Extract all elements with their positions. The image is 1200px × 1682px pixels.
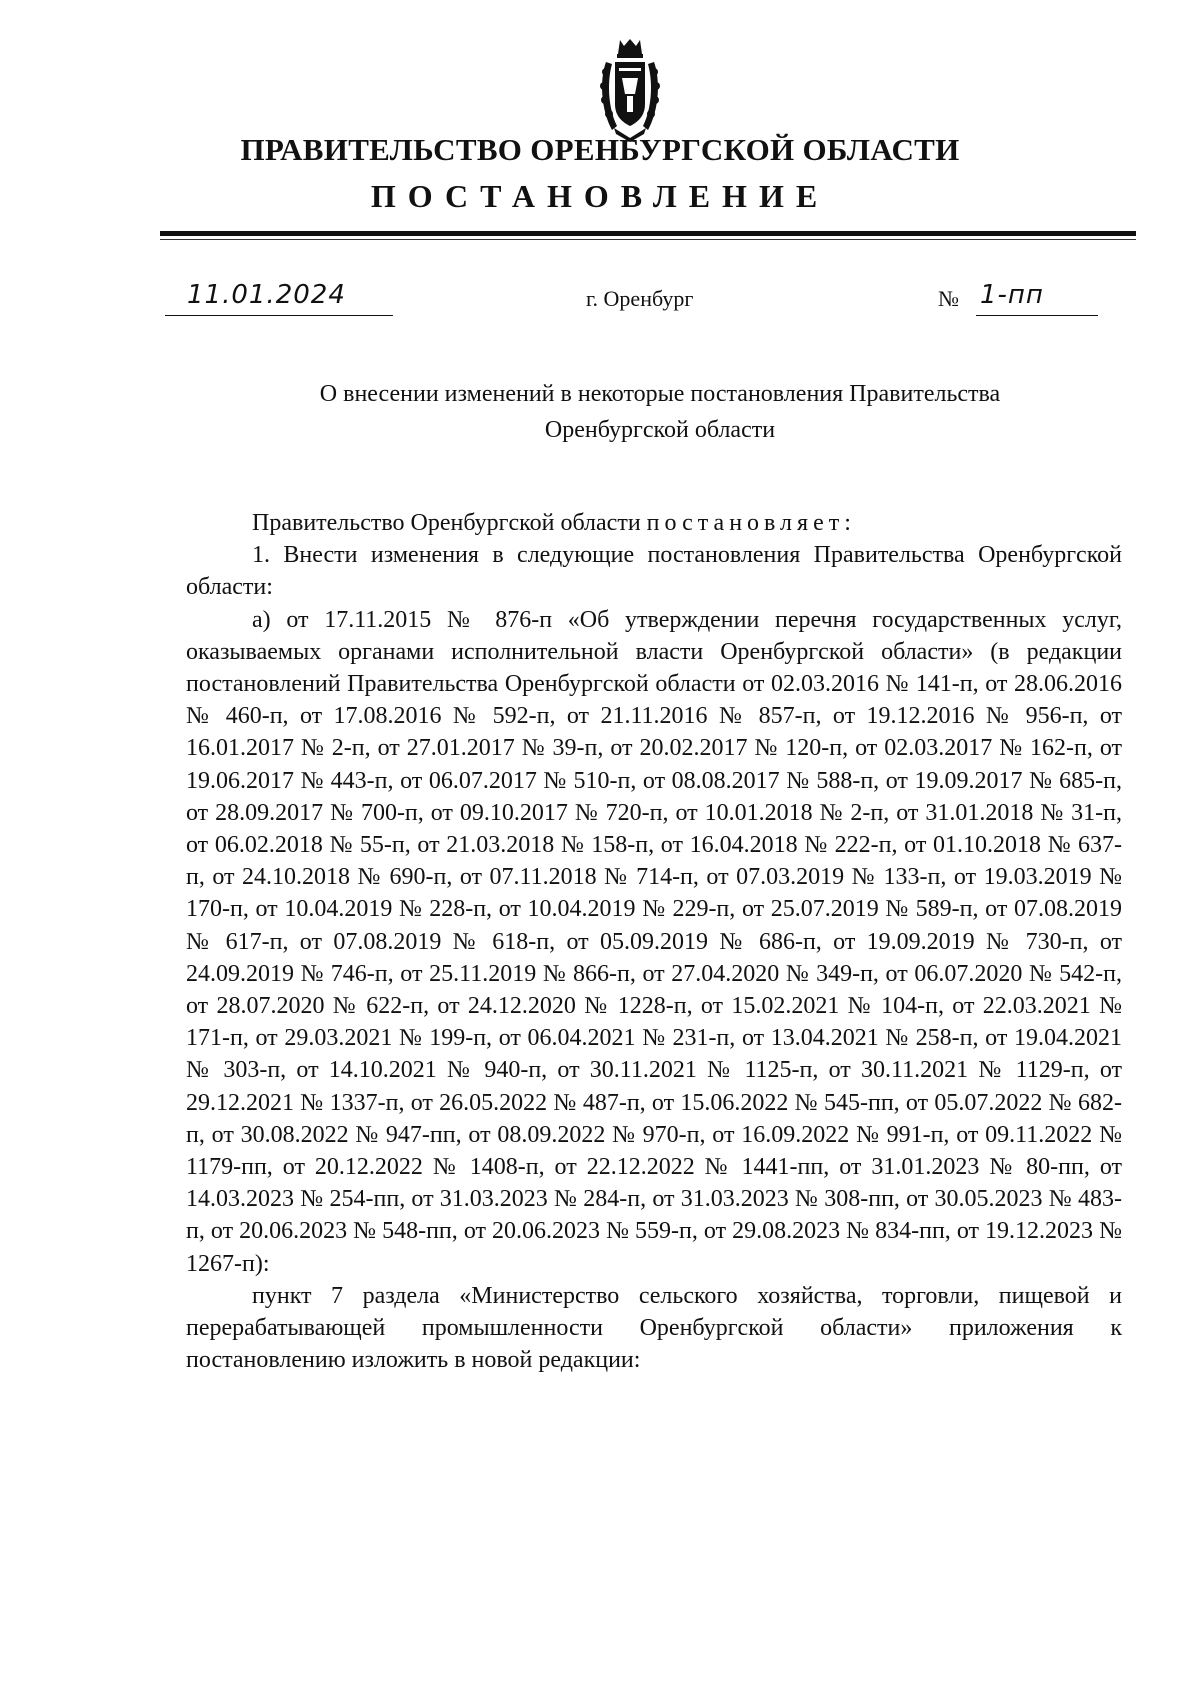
intro-text: Правительство Оренбургской области bbox=[252, 510, 641, 536]
city-label: г. Оренбург bbox=[586, 286, 694, 311]
point-7-paragraph: пункт 7 раздела «Министерство сельского хозяйства, торговли, пищевой и перерабатывающей промышленности Оренбургской области» приложения к постановлению изложить в новой редакции: bbox=[186, 1282, 1122, 1374]
document-body bbox=[186, 507, 1122, 1376]
number-underline bbox=[976, 315, 1098, 316]
document-number-field bbox=[938, 280, 1098, 318]
header-rule-thin bbox=[160, 239, 1136, 240]
document-date-field bbox=[165, 280, 393, 318]
handwritten-number: 1-пп bbox=[980, 280, 1044, 310]
document-type: ПОСТАНОВЛЕНИЕ bbox=[370, 178, 830, 214]
title-line: О внесении изменений в некоторые постановления Правительства bbox=[319, 381, 1001, 407]
title-line: Оренбургской области bbox=[544, 417, 776, 443]
handwritten-date: 11.01.2024 bbox=[187, 280, 346, 310]
intro-colon: : bbox=[844, 510, 851, 536]
intro-verb: постановляет bbox=[646, 510, 845, 536]
header-rule-thick bbox=[160, 231, 1136, 236]
document-title bbox=[200, 376, 1120, 448]
intro-paragraph bbox=[186, 507, 1122, 539]
date-underline bbox=[165, 315, 393, 316]
item-a-paragraph: а) от 17.11.2015 № 876-п «Об утверждении перечня государственных услуг, оказываемых органами исполнительной власти Оренбургской области» (в редакции постановлений Правительства Оренбургской области от 02.03.2016 № 141-п, от 28.06.2016 № 460-п, от 17.08.2016 № 592-п, от 21.11.2016 № 857-п, от 19.12.2016 № 956-п, от 16.01.2017 № 2-п, от 27.01.2017 № 39-п, от 20.02.2017 № 120-п, от 02.03.2017 № 162-п, от 19.06.2017 № 443-п, от 06.07.2017 № 510-п, от 08.08.2017 № 588-п, от 19.09.2017 № 685-п, от 28.09.2017 № 700-п, от 09.10.2017 № 720-п, от 10.01.2018 № 2-п, от 31.01.2018 № 31-п, от 06.02.2018 № 55-п, от 21.03.2018 № 158-п, от 16.04.2018 № 222-п, от 01.10.2018 № 637-п, от 24.10.2018 № 690-п, от 07.11.2018 № 714-п, от 07.03.2019 № 133-п, от 19.03.2019 № 170-п, от 10.04.2019 № 228-п, от 10.04.2019 № 229-п, от 25.07.2019 № 589-п, от 07.08.2019 № 617-п, от 07.08.2019 № 618-п, от 05.09.2019 № 686-п, от 19.09.2019 № 730-п, от 24.09.2019 № 746-п, от 25.11.2019 № 866-п, от 27.04.2020 № 349-п, от 06.07.2020 № 542-п, от 28.07.2020 № 622-п, от 24.12.2020 № 1228-п, от 15.02.2021 № 104-п, от 22.03.2021 № 171-п, от 29.03.2021 № 199-п, от 06.04.2021 № 231-п, от 13.04.2021 № 258-п, от 19.04.2021 № 303-п, от 14.10.2021 № 940-п, от 30.11.2021 № 1125-п, от 30.11.2021 № 1129-п, от 29.12.2021 № 1337-п, от 26.05.2022 № 487-п, от 15.06.2022 № 545-пп, от 05.07.2022 № 682-п, от 30.08.2022 № 947-пп, от 08.09.2022 № 970-п, от 16.09.2022 № 991-п, от 09.11.2022 № 1179-пп, от 20.12.2022 № 1408-п, от 22.12.2022 № 1441-пп, от 31.01.2023 № 80-пп, от 14.03.2023 № 254-пп, от 31.03.2023 № 284-п, от 31.03.2023 № 308-пп, от 30.05.2023 № 483-п, от 20.06.2023 № 548-пп, от 20.06.2023 № 559-п, от 29.08.2023 № 834-пп, от 19.12.2023 № 1267-п): bbox=[186, 606, 1122, 1277]
item-1-paragraph: 1. Внести изменения в следующие постановления Правительства Оренбургской области: bbox=[186, 542, 1122, 601]
coat-of-arms-emblem bbox=[598, 38, 662, 142]
organization-name: ПРАВИТЕЛЬСТВО ОРЕНБУРГСКОЙ ОБЛАСТИ bbox=[240, 132, 960, 167]
number-sign: № bbox=[938, 286, 959, 311]
